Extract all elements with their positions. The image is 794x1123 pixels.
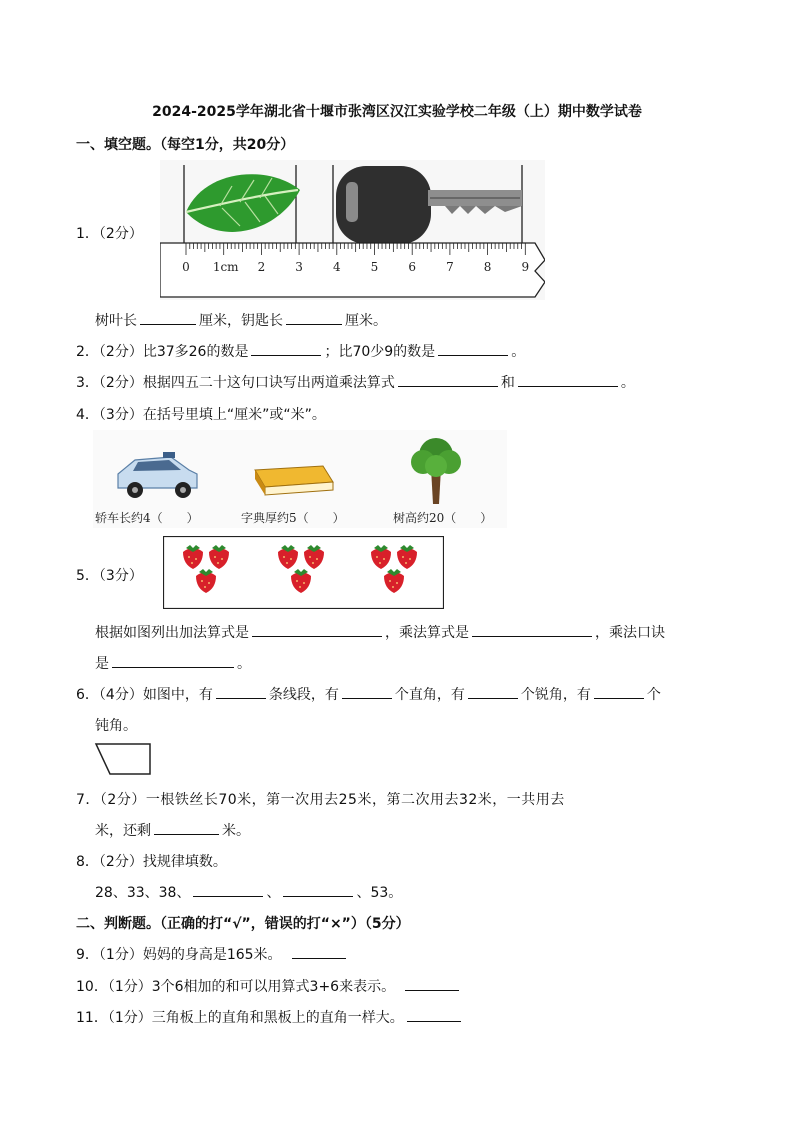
q1-answer-line xyxy=(95,310,387,330)
q3-line xyxy=(76,372,635,392)
q10-text: 10．（1分）3个6相加的和可以用算式3+6来表示。 xyxy=(76,979,396,995)
q8-blank-1[interactable] xyxy=(193,882,263,897)
q5-add-blank[interactable] xyxy=(252,622,382,637)
trapezoid-figure xyxy=(94,742,154,776)
q11-blank[interactable] xyxy=(407,1007,461,1022)
q6-obtuse-blank[interactable] xyxy=(594,684,644,699)
section-fill-blank-heading: 一、填空题。（每空1分，共20分） xyxy=(76,137,295,153)
q11-text: 11．（1分）三角板上的直角和黑板上的直角一样大。 xyxy=(76,1010,404,1026)
q3-blank-1[interactable] xyxy=(398,372,498,387)
q5-line-2 xyxy=(95,653,251,673)
q8-seq-b: 、 xyxy=(266,885,281,901)
q7-line-2 xyxy=(95,820,250,840)
q6-text-e: 个 xyxy=(646,687,661,703)
ruler xyxy=(160,243,545,297)
q5-text-e: 。 xyxy=(237,656,251,672)
q3-text-b: 和 xyxy=(500,375,515,391)
q10-blank[interactable] xyxy=(405,976,459,991)
q3-text-c: 。 xyxy=(620,375,635,391)
q6-text-b: 条线段，有 xyxy=(268,687,339,703)
q2-text-b: ；比70少9的数是 xyxy=(324,344,436,360)
q10-line xyxy=(76,976,462,996)
q1-number: 1．（2分） xyxy=(76,226,143,242)
ruler-tick-label: 0 xyxy=(182,260,190,274)
q11-line xyxy=(76,1007,464,1027)
q5-line-1 xyxy=(95,622,665,642)
car-caption: 轿车长约4（ ） xyxy=(95,511,199,525)
q7-remaining-blank[interactable] xyxy=(154,820,219,835)
q1-key-blank[interactable] xyxy=(286,310,342,325)
q5-text-a: 根据如图列出加法算式是 xyxy=(95,625,249,641)
ruler-tick-label: 9 xyxy=(521,260,530,274)
q1-key-label: 厘米，钥匙长 xyxy=(199,313,283,329)
ruler-tick-label: 2 xyxy=(257,260,266,274)
ruler-tick-label: 6 xyxy=(408,260,417,274)
ruler-tick-label: 4 xyxy=(332,260,341,274)
q2-text-a: 2．（2分）比37多26的数是 xyxy=(76,344,249,360)
q2-text-c: 。 xyxy=(511,344,526,360)
q6-text-c: 个直角，有 xyxy=(394,687,465,703)
q8-seq-a: 28、33、38、 xyxy=(95,885,191,901)
section-judgment-heading: 二、判断题。（正确的打“√”，错误的打“×”）（5分） xyxy=(76,916,410,932)
q9-blank[interactable] xyxy=(292,944,346,959)
q6-text-d: 个锐角，有 xyxy=(520,687,591,703)
ruler-tick-label: 3 xyxy=(295,260,303,274)
book-caption: 字典厚约5（ ） xyxy=(241,511,345,525)
q8-blank-2[interactable] xyxy=(283,882,353,897)
tree-caption: 树高约20（ ） xyxy=(393,511,493,525)
q6-text-a: 6．（4分）如图中，有 xyxy=(76,687,213,703)
q5-text-c: ，乘法口诀 xyxy=(595,625,665,641)
q8-sequence xyxy=(95,882,402,902)
q9-line xyxy=(76,944,349,964)
dictionary-book-icon xyxy=(255,466,333,495)
q6-line-1 xyxy=(76,684,661,704)
q3-blank-2[interactable] xyxy=(518,372,618,387)
q2-blank-2[interactable] xyxy=(438,341,508,356)
q2-line xyxy=(76,341,525,361)
q4-figure xyxy=(93,430,507,528)
q4-text: 4．（3分）在括号里填上“厘米”或“米”。 xyxy=(76,407,326,423)
ruler-tick-label: 1cm xyxy=(212,260,239,274)
q5-rhyme-blank[interactable] xyxy=(112,653,234,668)
q2-blank-1[interactable] xyxy=(251,341,321,356)
ruler-tick-label: 7 xyxy=(446,260,454,274)
ruler-tick-label: 8 xyxy=(483,260,492,274)
q5-text-b: ，乘法算式是 xyxy=(385,625,469,641)
q1-leaf-blank[interactable] xyxy=(140,310,196,325)
q1-unit: 厘米。 xyxy=(345,313,387,329)
q6-segments-blank[interactable] xyxy=(216,684,266,699)
q1-leaf-label: 树叶长 xyxy=(95,313,137,329)
q3-text-a: 3．（2分）根据四五二十这句口诀写出两道乘法算式 xyxy=(76,375,395,391)
strawberry-figure xyxy=(163,536,444,609)
q5-text-d: 是 xyxy=(95,656,109,672)
q5-number: 5．（3分） xyxy=(76,568,143,584)
q7-line-1: 7．（2分）一根铁丝长70米，第一次用去25米，第二次用去32米，一共用去 xyxy=(76,792,565,808)
q5-mult-blank[interactable] xyxy=(472,622,592,637)
q8-seq-c: 、53。 xyxy=(356,885,403,901)
q7-text-a: 米，还剩 xyxy=(95,823,151,839)
q6-right-angles-blank[interactable] xyxy=(342,684,392,699)
exam-title: 2024-2025学年湖北省十堰市张湾区汉江实验学校二年级（上）期中数学试卷 xyxy=(152,104,642,120)
ruler-figure xyxy=(160,160,545,300)
q6-line-2: 钝角。 xyxy=(95,718,137,734)
q8-text: 8．（2分）找规律填数。 xyxy=(76,854,227,870)
ruler-tick-label: 5 xyxy=(370,260,379,274)
q6-acute-blank[interactable] xyxy=(468,684,518,699)
q7-text-b: 米。 xyxy=(222,823,250,839)
q9-text: 9．（1分）妈妈的身高是165米。 xyxy=(76,947,282,963)
